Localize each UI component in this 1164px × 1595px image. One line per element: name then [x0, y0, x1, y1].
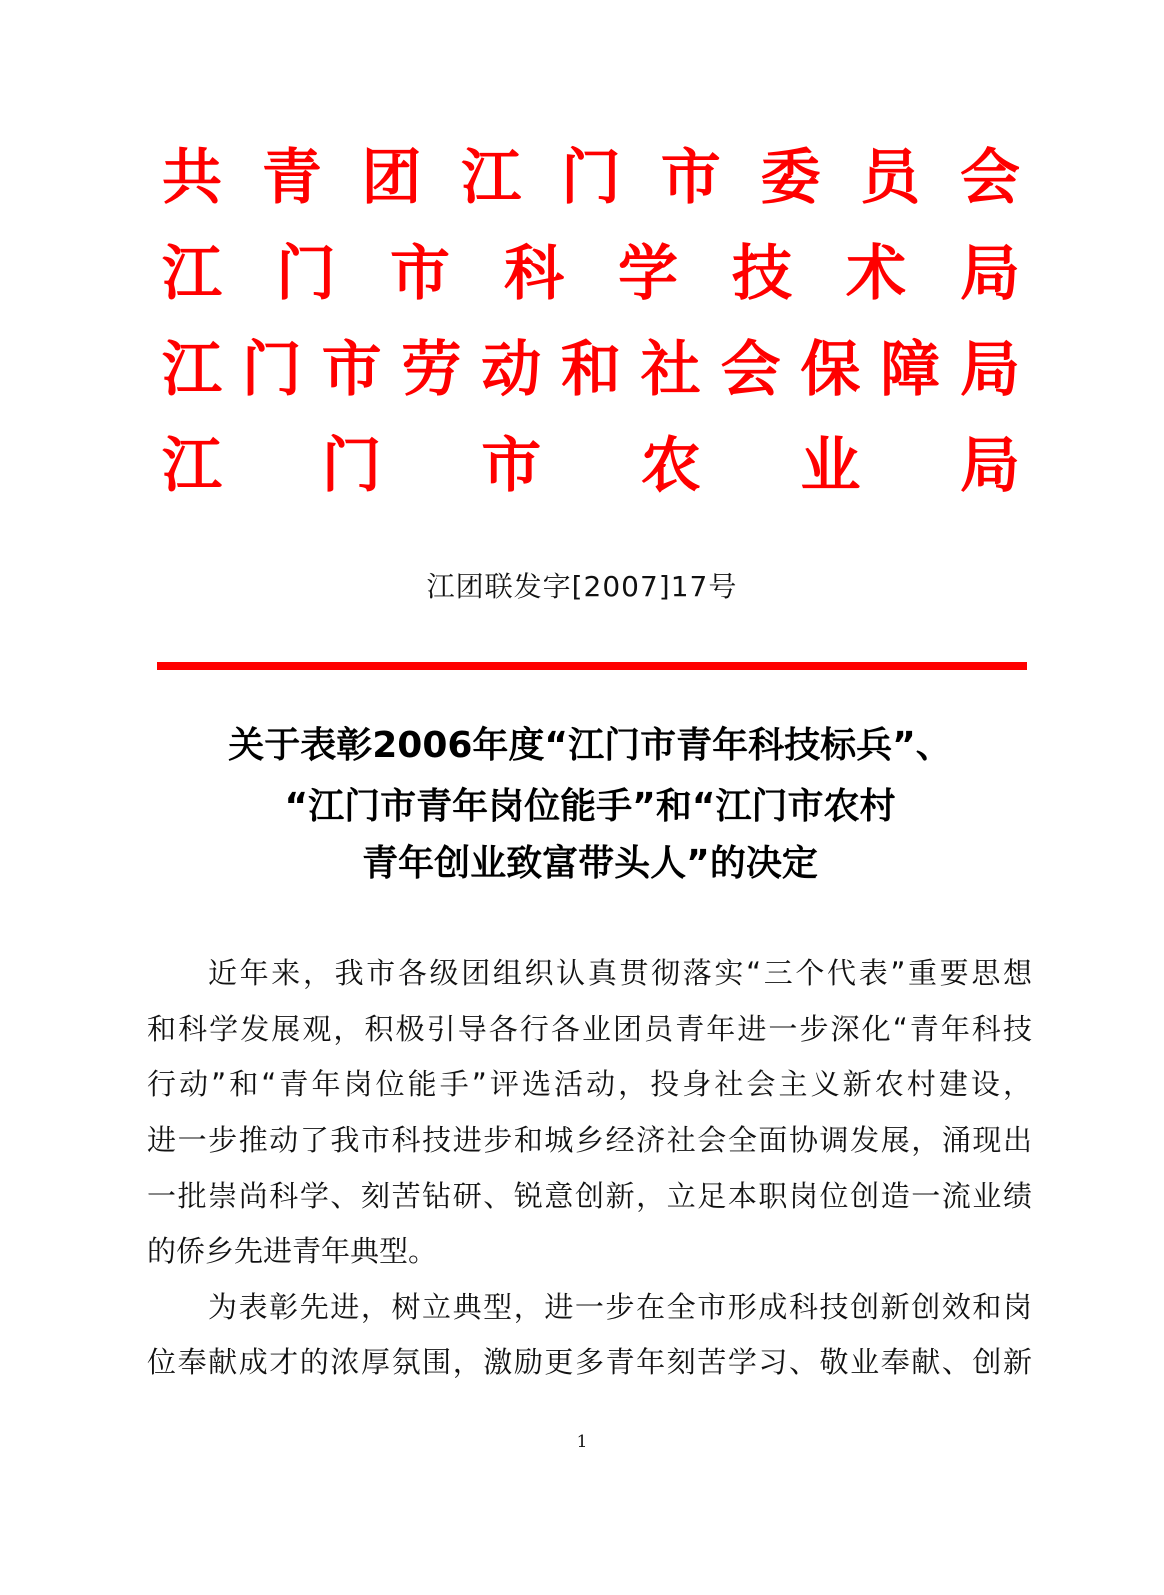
issuer-line-2 [162, 238, 1020, 310]
issuer-char: 业 [800, 431, 861, 501]
issuer-char: 局 [959, 431, 1020, 501]
issuer-char: 江 [162, 239, 222, 309]
issuer-line-1 [162, 142, 1020, 214]
issuer-char: 门 [321, 431, 382, 501]
issuer-char: 障 [880, 335, 941, 405]
issuer-char: 技 [732, 239, 792, 309]
issuer-char: 学 [618, 239, 678, 309]
issuer-char: 江 [162, 431, 222, 501]
body-line: 近年来，我市各级团组织认真贯彻落实“三个代表”重要思想 [208, 956, 1032, 990]
issuer-char: 局 [959, 335, 1020, 405]
issuer-char: 市 [660, 143, 721, 213]
issuer-char: 局 [960, 239, 1020, 309]
issuer-char: 员 [860, 143, 921, 213]
title-line-3: 青年创业致富带头人”的决定 [362, 843, 818, 884]
body-line: 一批崇尚科学、刻苦钻研、锐意创新，立足本职岗位创造一流业绩 [147, 1179, 1032, 1213]
issuer-line-4 [162, 430, 1020, 502]
red-separator-rule [157, 662, 1027, 670]
issuer-char: 门 [561, 143, 621, 213]
document-number: 江团联发字[2007]17号 [426, 570, 738, 603]
issuer-char: 社 [640, 335, 701, 405]
issuer-char: 委 [760, 143, 821, 213]
title-line-1: 关于表彰2006年度“江门市青年科技标兵”、 [228, 725, 952, 766]
issuer-char: 共 [162, 143, 222, 213]
issuer-char: 江 [461, 143, 522, 213]
issuer-char: 动 [481, 335, 542, 405]
issuer-char: 团 [361, 143, 422, 213]
body-line: 位奉献成才的浓厚氛围，激励更多青年刻苦学习、敬业奉献、创新 [147, 1345, 1032, 1379]
issuer-char: 和 [560, 335, 621, 405]
issuer-char: 江 [162, 335, 222, 405]
body-line: 的侨乡先进青年典型。 [147, 1234, 438, 1268]
body-line: 和科学发展观，积极引导各行各业团员青年进一步深化“青年科技 [147, 1012, 1032, 1046]
body-line: 行动”和“青年岗位能手”评选活动，投身社会主义新农村建设， [147, 1067, 1032, 1101]
page-number: 1 [576, 1432, 588, 1452]
issuer-char: 会 [960, 143, 1020, 213]
issuer-line-3 [162, 334, 1020, 406]
issuer-char: 会 [720, 335, 781, 405]
issuer-char: 市 [390, 239, 450, 309]
issuer-char: 市 [321, 335, 382, 405]
issuer-char: 门 [241, 335, 302, 405]
issuer-char: 农 [640, 431, 701, 501]
issuer-char: 青 [261, 143, 322, 213]
title-line-2: “江门市青年岗位能手”和“江门市农村 [284, 786, 896, 827]
issuer-char: 劳 [401, 335, 462, 405]
issuer-char: 门 [276, 239, 336, 309]
issuer-char: 术 [846, 239, 906, 309]
issuer-char: 市 [481, 431, 542, 501]
issuer-char: 保 [800, 335, 861, 405]
body-line: 为表彰先进，树立典型，进一步在全市形成科技创新创效和岗 [208, 1290, 1032, 1324]
body-line: 进一步推动了我市科技进步和城乡经济社会全面协调发展，涌现出 [147, 1123, 1032, 1157]
issuer-char: 科 [504, 239, 564, 309]
